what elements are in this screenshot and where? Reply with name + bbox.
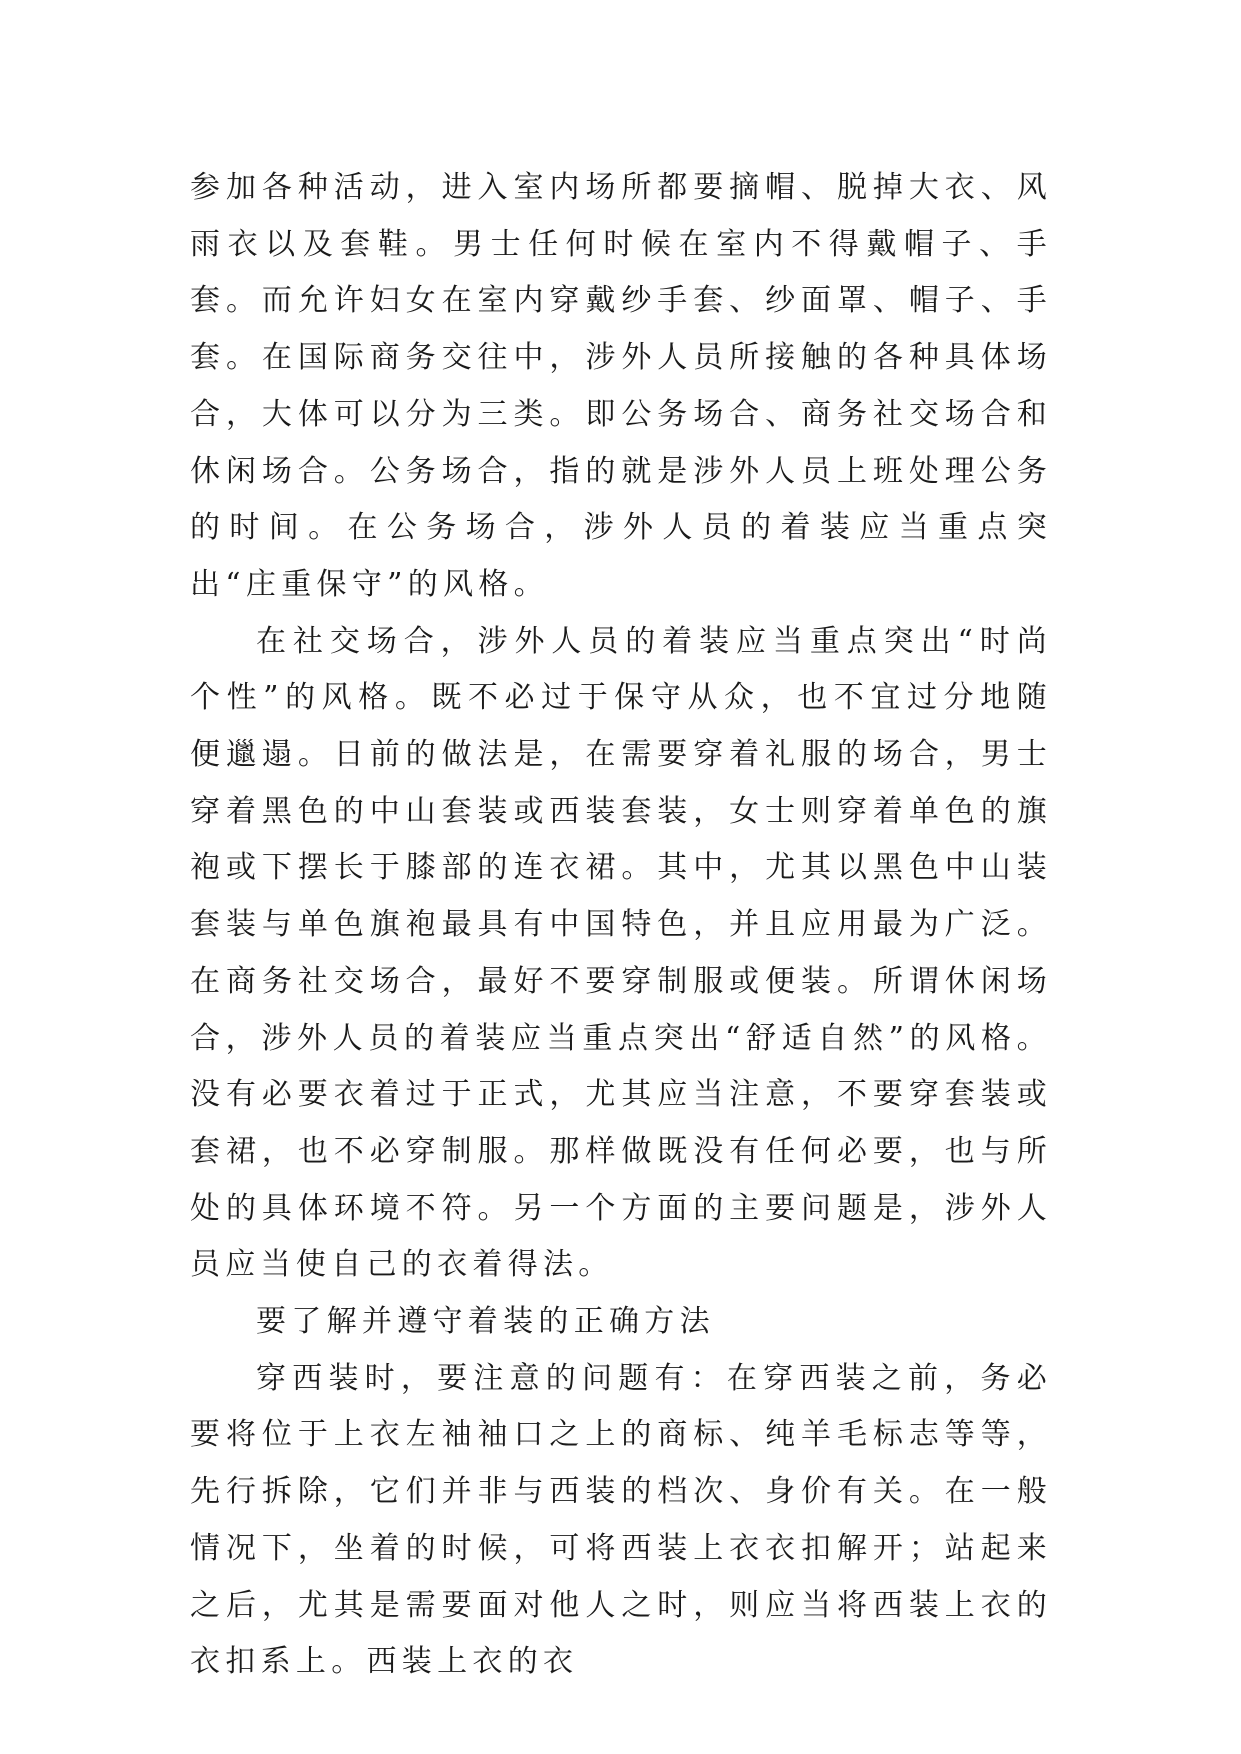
section-heading: 要了解并遵守着装的正确方法 <box>256 1304 715 1340</box>
paragraph-social-occasions: 在社交场合，涉外人员的着装应当重点突出“时尚个性”的风格。既不必过于保守从众，也不宜过分地随便邋遢。日前的做法是，在需要穿着礼服的场合，男士穿着黑色的中山套装或西装套装，女士则穿着单色的旗袍或下摆长于膝部的连衣裙。其中，尤其以黑色中山装套装与单色旗袍最具有中国特色，并且应用最为广泛。在商务社交场合，最好不要穿制服或便装。所谓休闲场合，涉外人员的着装应当重点突出“舒适自然”的风格。没有必要衣着过于正式，尤其应当注意，不要穿套装或套裙，也不必穿制服。那样做既没有任何必要，也与所处的具体环境不符。另一个方面的主要问题是，涉外人员应当使自己的衣着得法。 <box>190 623 1052 1283</box>
document-body <box>190 160 1052 1691</box>
paragraph-suit-rules: 穿西装时，要注意的问题有：在穿西装之前，务必要将位于上衣左袖袖口之上的商标、纯羊毛标志等等，先行拆除，它们并非与西装的档次、身价有关。在一般情况下，坐着的时候，可将西装上衣衣扣解开；站起来之后，尤其是需要面对他人之时，则应当将西装上衣的衣扣系上。西装上衣的衣 <box>190 1360 1052 1680</box>
paragraph-continued: 参加各种活动，进入室内场所都要摘帽、脱掉大衣、风雨衣以及套鞋。男士任何时候在室内不得戴帽子、手套。而允许妇女在室内穿戴纱手套、纱面罩、帽子、手套。在国际商务交往中，涉外人员所接触的各种具体场合，大体可以分为三类。即公务场合、商务社交场合和休闲场合。公务场合，指的就是涉外人员上班处理公务的时间。在公务场合，涉外人员的着装应当重点突出“庄重保守”的风格。 <box>190 170 1052 602</box>
